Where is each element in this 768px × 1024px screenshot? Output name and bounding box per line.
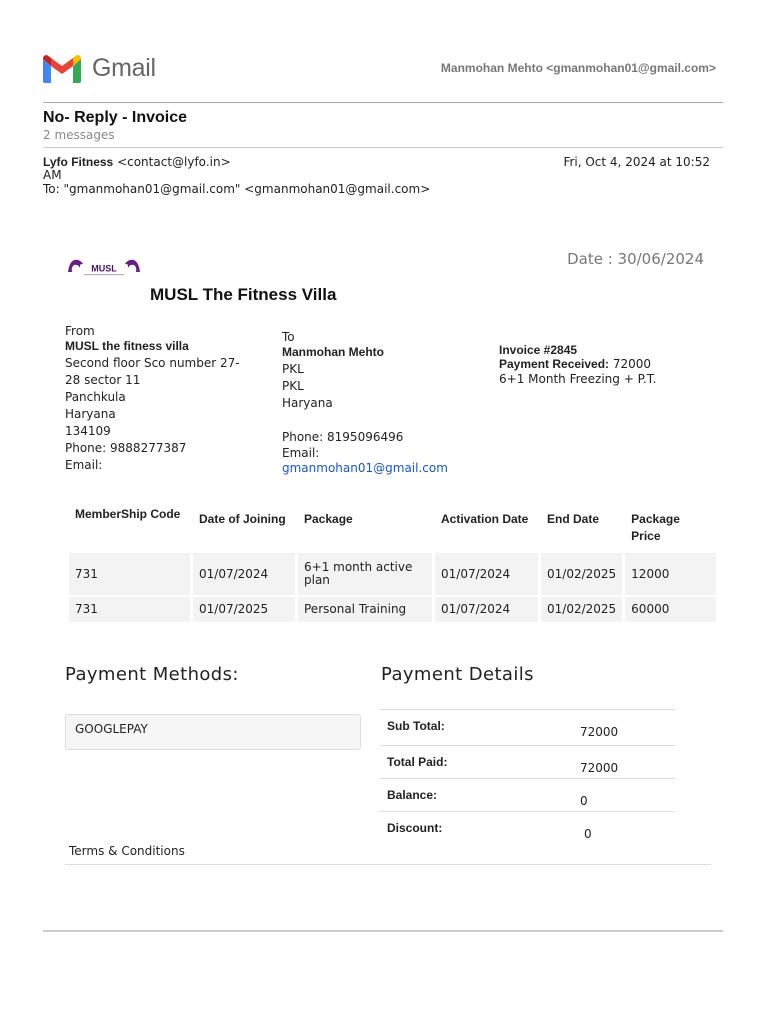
divider <box>43 930 723 932</box>
to-label: To <box>282 330 295 344</box>
col-header: MemberShip Code <box>75 507 181 521</box>
sent-date: Fri, Oct 4, 2024 at 10:52 <box>563 155 710 169</box>
payment-details-title: Payment Details <box>381 664 534 685</box>
payment-methods-title: Payment Methods: <box>65 664 239 685</box>
divider <box>43 147 723 148</box>
to-phone: Phone: 8195096496 <box>282 430 404 444</box>
col-header: Date of Joining <box>199 512 286 526</box>
sender-name: Lyfo Fitness <box>43 155 114 169</box>
cell-end: 01/02/2025 <box>541 553 622 595</box>
recipient-line: To: "gmanmohan01@gmail.com" <gmanmohan01@gmail.com> <box>43 182 431 196</box>
musl-logo <box>66 254 142 278</box>
payment-details-table <box>380 709 675 844</box>
membership-table <box>66 498 719 624</box>
cell-end: 01/02/2025 <box>541 597 622 622</box>
cell-joining: 01/07/2024 <box>193 553 295 595</box>
detail-row-total-paid <box>380 745 675 778</box>
table-row <box>69 553 716 595</box>
from-address1: Second floor Sco number 27- <box>65 356 240 370</box>
table-row <box>69 597 716 622</box>
cell-package: 6+1 month active plan <box>298 553 432 595</box>
from-name: MUSL the fitness villa <box>65 339 189 353</box>
invoice-meta <box>499 343 719 387</box>
to-state: Haryana <box>282 396 333 410</box>
to-email-label: Email: <box>282 446 320 460</box>
company-title: MUSL The Fitness Villa <box>150 285 337 304</box>
col-header: Activation Date <box>441 512 529 526</box>
detail-row-balance <box>380 778 675 811</box>
cell-code: 731 <box>69 597 190 622</box>
cell-price: 60000 <box>625 597 716 622</box>
sender-email: <contact@lyfo.in> <box>117 155 231 169</box>
table-header-row <box>69 500 716 551</box>
cell-package: Personal Training <box>298 597 432 622</box>
sent-date-cont: AM <box>43 168 62 182</box>
from-zip: 134109 <box>65 424 111 438</box>
col-header: Package Price <box>631 512 680 543</box>
invoice-plan: 6+1 Month Freezing + P.T. <box>499 372 657 386</box>
detail-label: Balance: <box>387 788 438 802</box>
to-line2: PKL <box>282 379 304 393</box>
to-name: Manmohan Mehto <box>282 345 384 359</box>
invoice-date: Date : 30/06/2024 <box>567 250 704 268</box>
from-phone: Phone: 9888277387 <box>65 441 187 455</box>
from-city: Panchkula <box>65 390 126 404</box>
to-email-link[interactable]: gmanmohan01@gmail.com <box>282 461 448 475</box>
detail-label: Discount: <box>387 821 443 835</box>
account-line: Manmohan Mehto <gmanmohan01@gmail.com> <box>440 61 716 75</box>
divider <box>65 864 711 865</box>
gmail-brand: Gmail <box>92 54 156 82</box>
cell-joining: 01/07/2025 <box>193 597 295 622</box>
invoice-number: Invoice #2845 <box>499 343 578 357</box>
from-label: From <box>65 324 95 338</box>
terms-heading: Terms & Conditions <box>69 844 185 858</box>
cell-code: 731 <box>69 553 190 595</box>
divider <box>43 102 723 103</box>
payment-received-value: 72000 <box>612 357 652 371</box>
payment-received <box>499 357 719 371</box>
detail-label: Total Paid: <box>387 755 448 769</box>
detail-label: Sub Total: <box>387 719 445 733</box>
sender-line <box>43 155 231 169</box>
payment-method: GOOGLEPAY <box>75 722 148 736</box>
from-state: Haryana <box>65 407 116 421</box>
cell-activation: 01/07/2024 <box>435 553 538 595</box>
from-address2: 28 sector 11 <box>65 373 141 387</box>
to-line1: PKL <box>282 362 304 376</box>
cell-activation: 01/07/2024 <box>435 597 538 622</box>
detail-row-subtotal <box>380 709 675 745</box>
col-header: Package <box>304 512 353 526</box>
message-count: 2 messages <box>43 128 115 142</box>
musl-logo-text: MUSL <box>91 263 117 274</box>
detail-row-discount <box>380 811 675 844</box>
cell-price: 12000 <box>625 553 716 595</box>
from-email: Email: <box>65 458 103 472</box>
thread-subject: No- Reply - Invoice <box>43 109 188 126</box>
from-block <box>65 324 255 474</box>
detail-value: 0 <box>584 827 592 841</box>
detail-value: 72000 <box>580 725 619 739</box>
col-header: End Date <box>547 512 600 526</box>
gmail-logo-icon <box>43 55 81 83</box>
detail-value: 72000 <box>580 761 619 775</box>
payment-received-label: Payment Received: <box>499 357 610 371</box>
to-block <box>282 330 482 475</box>
detail-value: 0 <box>580 794 588 808</box>
